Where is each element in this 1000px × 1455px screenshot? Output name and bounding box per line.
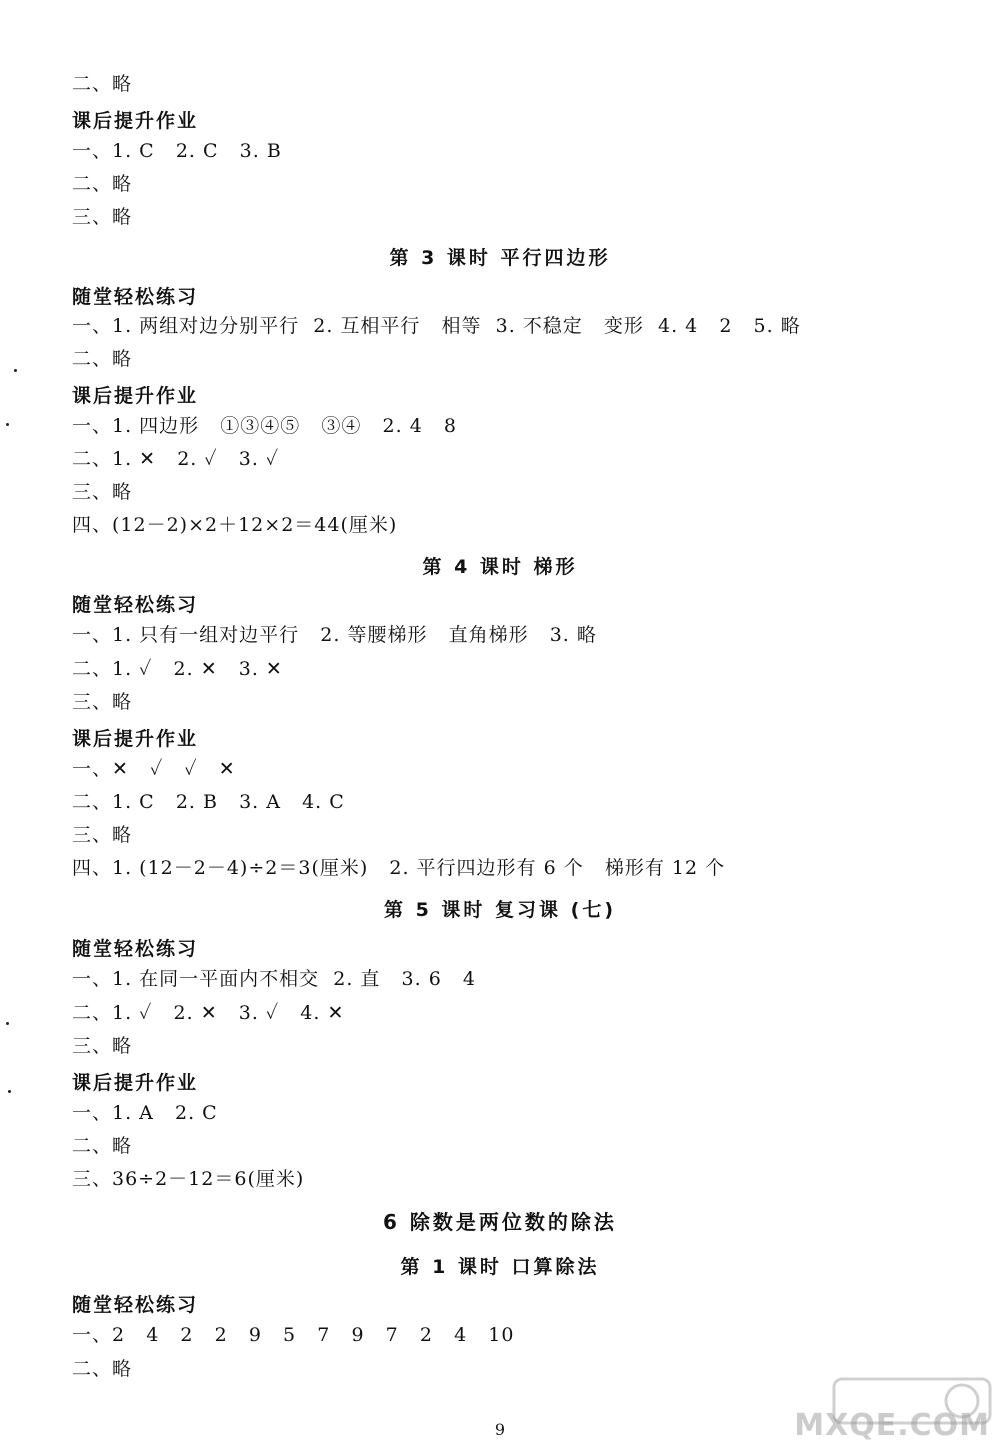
answer-line: 二、1. ✓ 2. ✕ 3. ✕ (72, 658, 283, 680)
answer-line: 四、1. (12－2－4)÷2＝3(厘米) 2. 平行四边形有 6 个 梯形有 12 个 (72, 857, 726, 879)
answer-line: 一、1. 四边形 ①③④⑤ ③④ 2. 4 8 (72, 415, 457, 437)
lesson-title: 第 4 课时 梯形 (422, 556, 578, 578)
section-heading: 随堂轻松练习 (72, 286, 199, 308)
answer-line: 二、略 (72, 73, 133, 95)
watermark-text: MXQE.COM (794, 1408, 990, 1443)
answer-line: 二、略 (72, 348, 133, 370)
answer-line: 二、略 (72, 1135, 133, 1157)
scan-speck (14, 369, 17, 372)
unit-title: 6 除数是两位数的除法 (383, 1210, 617, 1234)
section-heading: 随堂轻松练习 (72, 938, 199, 960)
answer-line: 一、1. 只有一组对边平行 2. 等腰梯形 直角梯形 3. 略 (72, 624, 597, 646)
answer-line: 三、略 (72, 206, 133, 228)
answer-line: 三、略 (72, 481, 133, 503)
answer-line: 一、✕ ✓ ✓ ✕ (72, 758, 236, 780)
answer-line: 四、(12－2)×2＋12×2＝44(厘米) (72, 514, 398, 536)
section-heading: 课后提升作业 (72, 385, 199, 407)
section-heading: 随堂轻松练习 (72, 1294, 199, 1316)
lesson-title: 第 1 课时 口算除法 (400, 1256, 600, 1278)
answer-line: 三、36÷2－12＝6(厘米) (72, 1168, 305, 1190)
section-heading: 课后提升作业 (72, 1072, 199, 1094)
answer-line: 一、1. 两组对边分别平行 2. 互相平行 相等 3. 不稳定 变形 4. 4 2 5. 略 (72, 315, 801, 337)
lesson-title: 第 5 课时 复习课 (七) (383, 899, 617, 921)
scan-speck (6, 1022, 9, 1025)
answer-line: 三、略 (72, 691, 133, 713)
scan-speck (6, 423, 9, 426)
answer-line: 一、1. C 2. C 3. B (72, 140, 282, 162)
answer-line: 一、1. 在同一平面内不相交 2. 直 3. 6 4 (72, 968, 476, 990)
lesson-title: 第 3 课时 平行四边形 (389, 247, 611, 269)
section-heading: 随堂轻松练习 (72, 594, 199, 616)
section-heading: 课后提升作业 (72, 728, 199, 750)
answer-line: 一、2 4 2 2 9 5 7 9 7 2 4 10 (72, 1324, 515, 1346)
page-number: 9 (494, 1420, 506, 1439)
answer-line: 二、略 (72, 1358, 133, 1380)
answer-line: 二、1. C 2. B 3. A 4. C (72, 791, 345, 813)
answer-line: 三、略 (72, 824, 133, 846)
answer-line: 三、略 (72, 1035, 133, 1057)
section-heading: 课后提升作业 (72, 110, 199, 132)
answer-line: 二、略 (72, 173, 133, 195)
answer-line: 一、1. A 2. C (72, 1102, 218, 1124)
answer-line: 二、1. ✕ 2. ✓ 3. ✓ (72, 448, 280, 470)
answer-line: 二、1. ✓ 2. ✕ 3. ✓ 4. ✕ (72, 1002, 345, 1024)
scan-speck (8, 1090, 11, 1093)
